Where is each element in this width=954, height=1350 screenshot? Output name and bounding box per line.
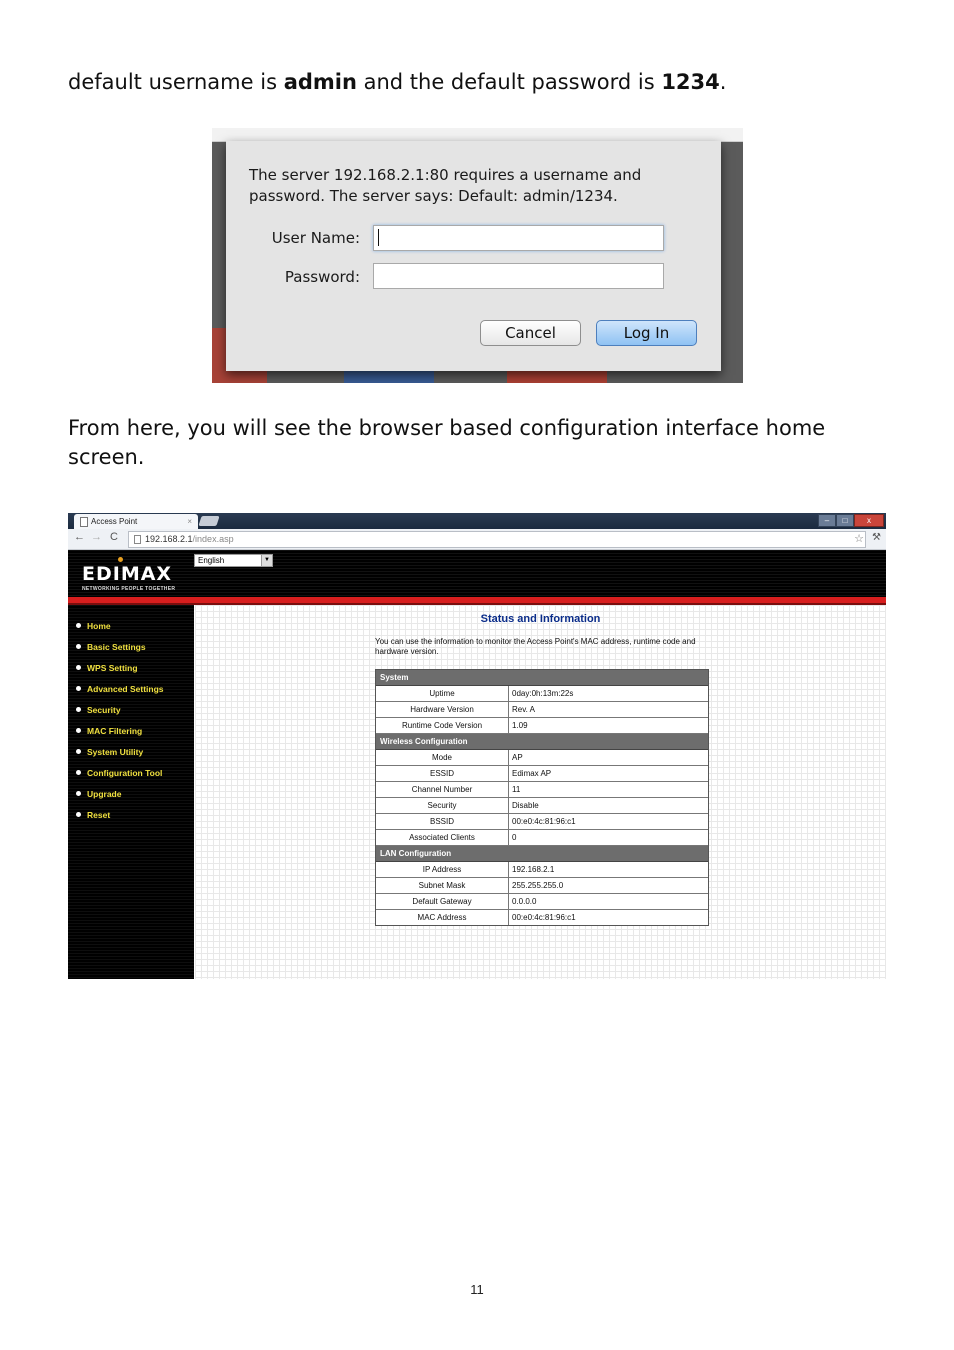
intro-paragraph <box>68 68 726 97</box>
section-header-system: System <box>376 670 708 686</box>
default-password: 1234 <box>661 70 720 94</box>
menu-item-mac-filtering[interactable] <box>76 726 142 736</box>
row-key: Mode <box>376 750 509 765</box>
bullet-icon <box>76 686 81 691</box>
row-value: Disable <box>512 801 539 810</box>
section-header-lan: LAN Configuration <box>376 846 708 862</box>
window-top-strip <box>212 128 743 142</box>
row-key: IP Address <box>376 862 509 877</box>
row-key: Security <box>376 798 509 813</box>
menu-label: Configuration Tool <box>87 768 163 778</box>
logo-text: EDIMAX <box>82 563 173 585</box>
browser-screenshot <box>68 513 886 979</box>
bullet-icon <box>76 770 81 775</box>
menu-item-upgrade[interactable] <box>76 789 121 799</box>
table-row <box>376 910 708 925</box>
sidebar-menu <box>68 605 194 979</box>
table-row <box>376 830 708 846</box>
row-key: Subnet Mask <box>376 878 509 893</box>
status-table <box>375 669 709 926</box>
page-icon <box>80 517 88 527</box>
chevron-down-icon: ▼ <box>261 555 272 566</box>
logo-tagline: NETWORKING PEOPLE TOGETHER <box>82 586 176 592</box>
row-value: 0.0.0.0 <box>512 897 537 906</box>
password-input[interactable] <box>373 263 664 289</box>
menu-item-configuration-tool[interactable] <box>76 768 162 778</box>
main-content <box>195 605 886 979</box>
section-header-wireless: Wireless Configuration <box>376 734 708 750</box>
table-row <box>376 718 708 734</box>
menu-label: Basic Settings <box>87 642 146 652</box>
table-row <box>376 878 708 894</box>
address-bar[interactable] <box>128 531 866 548</box>
browser-tab[interactable] <box>74 514 198 529</box>
forward-arrow-icon[interactable]: → <box>91 531 102 543</box>
menu-label: Home <box>87 621 111 631</box>
row-value: 0day:0h:13m:22s <box>512 689 574 698</box>
row-key: Default Gateway <box>376 894 509 909</box>
header-red-bar <box>68 597 886 605</box>
table-row <box>376 798 708 814</box>
menu-item-basic-settings[interactable] <box>76 642 146 652</box>
row-key: Channel Number <box>376 782 509 797</box>
auth-message: The server 192.168.2.1:80 requires a username and password. The server says: Default: admin/1234. <box>249 166 642 205</box>
row-value: 1.09 <box>512 721 528 730</box>
url-path: /index.asp <box>192 534 234 544</box>
login-dialog-screenshot <box>212 128 743 383</box>
menu-item-reset[interactable] <box>76 810 110 820</box>
menu-item-home[interactable] <box>76 621 111 631</box>
row-value: 255.255.255.0 <box>512 881 564 890</box>
row-key: Hardware Version <box>376 702 509 717</box>
edimax-logo <box>82 563 172 585</box>
router-header <box>68 550 886 597</box>
row-key: Runtime Code Version <box>376 718 509 733</box>
table-row <box>376 782 708 798</box>
row-key: Associated Clients <box>376 830 509 845</box>
menu-label: Upgrade <box>87 789 122 799</box>
menu-label: System Utility <box>87 747 144 757</box>
table-row <box>376 702 708 718</box>
username-input[interactable] <box>373 225 664 251</box>
tab-close-icon[interactable]: × <box>187 517 192 526</box>
window-controls <box>818 514 884 525</box>
menu-label: Reset <box>87 810 111 820</box>
bullet-icon <box>76 812 81 817</box>
table-row <box>376 894 708 910</box>
bullet-icon <box>76 644 81 649</box>
reload-icon[interactable]: C <box>110 531 118 543</box>
menu-item-advanced-settings[interactable] <box>76 684 164 694</box>
minimize-button[interactable]: – <box>818 514 836 527</box>
row-key: ESSID <box>376 766 509 781</box>
table-row <box>376 686 708 702</box>
page-title: Status and Information <box>480 613 601 625</box>
bullet-icon <box>76 749 81 754</box>
password-label: Password: <box>284 268 360 286</box>
menu-label: MAC Filtering <box>87 726 143 736</box>
page-icon <box>134 535 141 544</box>
bullet-icon <box>76 623 81 628</box>
language-select[interactable] <box>194 554 273 567</box>
menu-item-wps-setting[interactable] <box>76 663 138 673</box>
back-arrow-icon[interactable]: ← <box>74 531 85 543</box>
text-caret <box>378 229 379 246</box>
row-value: Rev. A <box>512 705 535 714</box>
new-tab-button[interactable] <box>198 516 219 526</box>
menu-label: WPS Setting <box>87 663 138 673</box>
language-value: English <box>198 556 225 565</box>
bookmark-star-icon[interactable]: ☆ <box>854 533 864 545</box>
tab-title: Access Point <box>91 517 138 526</box>
url-host: 192.168.2.1 <box>145 534 193 544</box>
bullet-icon <box>76 791 81 796</box>
second-paragraph: From here, you will see the browser based configuration interface home screen. <box>68 416 826 469</box>
table-row <box>376 766 708 782</box>
row-value: 192.168.2.1 <box>512 865 555 874</box>
auth-dialog <box>226 141 721 371</box>
table-row <box>376 750 708 766</box>
login-button[interactable]: Log In <box>596 320 697 346</box>
page-number: 11 <box>470 1282 484 1297</box>
bullet-icon <box>76 728 81 733</box>
menu-label: Security <box>87 705 121 715</box>
username-label: User Name: <box>271 229 360 247</box>
row-value: 00:e0:4c:81:96:c1 <box>512 913 576 922</box>
table-row <box>376 814 708 830</box>
logo-dot <box>118 557 123 562</box>
wrench-icon[interactable]: ⚒ <box>872 532 881 543</box>
url-text <box>145 532 234 547</box>
row-value: AP <box>512 753 523 762</box>
row-value: Edimax AP <box>512 769 552 778</box>
menu-item-security[interactable] <box>76 705 121 715</box>
page-description: You can use the information to monitor the Access Point's MAC address, runtime code and hardware version. <box>375 637 696 656</box>
row-value: 00:e0:4c:81:96:c1 <box>512 817 576 826</box>
row-value: 0 <box>512 833 517 842</box>
default-username: admin <box>283 70 357 94</box>
bullet-icon <box>76 707 81 712</box>
menu-label: Advanced Settings <box>87 684 164 694</box>
row-key: Uptime <box>376 686 509 701</box>
table-row <box>376 862 708 878</box>
intro-text-mid: and the default password is <box>356 70 662 94</box>
menu-item-system-utility[interactable] <box>76 747 143 757</box>
row-key: MAC Address <box>376 910 509 925</box>
intro-text: default username is <box>68 70 284 94</box>
cancel-button[interactable]: Cancel <box>480 320 581 346</box>
bullet-icon <box>76 665 81 670</box>
maximize-button[interactable]: □ <box>836 514 854 527</box>
browser-toolbar <box>68 529 886 550</box>
close-window-button[interactable]: x <box>854 514 884 527</box>
tab-bar <box>68 513 886 529</box>
row-key: BSSID <box>376 814 509 829</box>
intro-text-end: . <box>719 70 727 94</box>
row-value: 11 <box>512 785 521 794</box>
